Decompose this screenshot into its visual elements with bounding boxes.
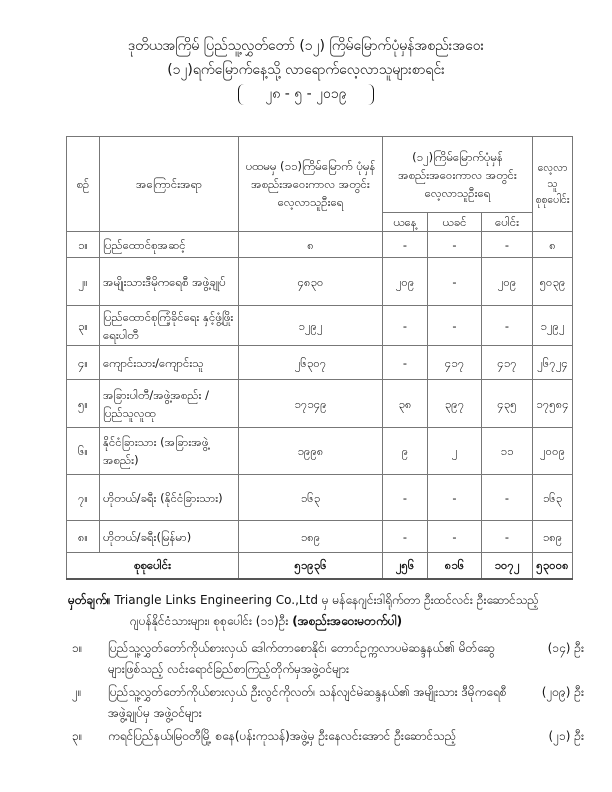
row-first-period: ၂၆၃၀၇ [239,346,383,380]
totals-first: ၅၁၉၃၆ [239,553,383,579]
row-yesterday: - [428,475,482,521]
note-item-count: (၂၁) ဦး [548,729,584,743]
row-today: - [383,232,428,258]
row-first-period: ၁၇၁၄၉ [239,380,383,428]
row-sum: ၂၀၉ [482,258,533,306]
row-no: ၂။ [67,258,100,306]
row-yesterday: - [428,521,482,553]
row-sum: - [482,475,533,521]
row-sum: ၁၁ [482,428,533,475]
note-item [68,638,588,680]
row-subject: ဟိုတယ်/ခရီး (နိုင်ငံခြားသား) [100,475,239,521]
row-first-period: ၈ [239,232,383,258]
row-sum: ၄၃၅ [482,380,533,428]
row-no: ၇။ [67,475,100,521]
row-no: ၃။ [67,306,100,346]
row-today: - [383,475,428,521]
header-first-period: ပထမမှ (၁၁)ကြိမ်မြောက် ပုံမှန်အစည်းအဝေးကာလ အတွင်းလေ့လာသူဦးရေ [239,137,383,232]
visitor-table [66,136,573,580]
row-first-period: ၁၈၉ [239,521,383,553]
row-total: ၅၀၃၉ [533,258,573,306]
totals-today: ၂၅၆ [383,553,428,579]
row-yesterday: ၄၁၇ [428,346,482,380]
date-text: ၂၈ - ၅ - ၂၀၁၉ [238,84,373,105]
row-total: ၁၇၅၈၄ [533,380,573,428]
doc-title-line1: ဒုတိယအကြိမ် ပြည်သူ့လွှတ်တော် (၁၂) ကြိမ်မြောက်ပုံမှန်အစည်းအဝေး [127,38,485,54]
header-no: စဉ် [67,137,100,232]
header-sum: ပေါင်း [482,213,533,232]
row-today: - [383,346,428,380]
row-yesterday: - [428,232,482,258]
row-yesterday: ၂ [428,428,482,475]
note-item [68,682,588,724]
row-subject: ပြည်ထောင်စုကြံ့ခိုင်ရေး နှင့်ဖွံ့ဖြိုးရေးပါတီ [100,306,239,346]
note-item-count: (၂၀၉) ဦး [541,685,584,699]
table-row [67,258,573,306]
totals-grand: ၅၃၀၀၈ [533,553,573,579]
table-row [67,475,573,521]
row-subject: အမျိုးသားဒီမိုကရေစီ အဖွဲ့ချုပ် [100,258,239,306]
row-today: - [383,306,428,346]
notes-section [68,590,588,747]
note-item-number: ၂။ [72,685,82,699]
totals-row [67,553,573,579]
row-no: ၄။ [67,346,100,380]
notes-label: မှတ်ချက်။ [68,593,111,607]
doc-title-line2: (၁၂)ရက်မြောက်နေ့သို့ လာရောက်လေ့လာသူများစာရင်း [167,62,445,78]
row-today: - [383,521,428,553]
table-row [67,232,573,258]
row-first-period: ၁၂၉၂ [239,306,383,346]
row-sum: - [482,232,533,258]
note-item [68,726,588,747]
doc-date [0,84,612,105]
row-first-period: ၄၈၃၀ [239,258,383,306]
note-item-text: ပြည်သူ့လွှတ်တော်ကိုယ်စားလှယ် ဦးလွင်ကိုလတ်၊ သန်လျင်မဲဆန္ဒနယ်၏ အမျိုးသား ဒီမိုကရေစီအဖွဲ့ချုပ်မှ အဖွဲ့ဝင်များ [108,685,507,720]
table-row [67,306,573,346]
row-total: ၁၈၉ [533,521,573,553]
row-first-period: ၁၆၃ [239,475,383,521]
row-total: ၈ [533,232,573,258]
row-total: ၁၂၉၂ [533,306,573,346]
notes-text2-bold: (အစည်းအဝေးမတက်ပါ) [292,614,403,628]
row-sum: - [482,521,533,553]
notes-text1: Triangle Links Engineering Co.,Ltd မှ မန်နေဂျင်းဒါရိုက်တာ ဦးထင်လင်း ဦးဆောင်သည့် [114,593,539,607]
row-no: ၈။ [67,521,100,553]
row-subject: နိုင်ငံခြားသား (အခြားအဖွဲ့အစည်း) [100,428,239,475]
header-current-period: (၁၂)ကြိမ်မြောက်ပုံမှန် အစည်းအဝေးကာလ အတွင်းလေ့လာသူဦးရေ [383,137,533,213]
row-first-period: ၁၉၉၈ [239,428,383,475]
header-yesterday: ယခင် [428,213,482,232]
row-sum: - [482,306,533,346]
row-today: ၂၀၉ [383,258,428,306]
row-total: ၂၆၇၂၄ [533,346,573,380]
note-item-number: ၁။ [72,641,83,655]
header-today: ယနေ့ [383,213,428,232]
totals-yesterday: ၈၁၆ [428,553,482,579]
row-subject: အခြားပါတီ/အဖွဲ့အစည်း / ပြည်သူလူထု [100,380,239,428]
table-row [67,380,573,428]
row-no: ၆။ [67,428,100,475]
row-total: ၂၀၀၉ [533,428,573,475]
row-no: ၁။ [67,232,100,258]
note-item-text: ပြည်သူ့လွှတ်တော်ကိုယ်စားလှယ် ဒေါက်တာစောနိုင်၊ တောင်ဥက္ကလာပမဲဆန္ဒနယ်၏ မိတ်ဆွေများဖြစ်သည့် လင်းရောင်ခြည်စာကြည့်တိုက်မှအဖွဲ့ဝင်များ [108,641,495,676]
row-total: ၁၆၃ [533,475,573,521]
row-yesterday: - [428,306,482,346]
row-no: ၅။ [67,380,100,428]
row-subject: ကျောင်းသား/ကျောင်းသူ [100,346,239,380]
notes-text2: ဂျပန်နိုင်ငံသားများ၊ စုစုပေါင်း (၁၁)ဦး [130,614,289,628]
row-yesterday: ၃၉၇ [428,380,482,428]
header-subject: အကြောင်းအရာ [100,137,239,232]
note-item-text: ကရင်ပြည်နယ်၊မြဝတီမြို့ စနေ(ပန်းကုသန်)အဖွဲ့မှ ဦးနေလင်းအောင် ဦးဆောင်သည့် [108,729,457,743]
row-sum: ၄၁၇ [482,346,533,380]
totals-label: စုစုပေါင်း [67,553,239,579]
row-yesterday: - [428,258,482,306]
totals-sum: ၁၀၇၂ [482,553,533,579]
row-today: ၉ [383,428,428,475]
row-today: ၃၈ [383,380,428,428]
row-subject: ဟိုတယ်/ခရီး(မြန်မာ) [100,521,239,553]
table-row [67,346,573,380]
note-item-count: (၁၄) ဦး [547,641,584,655]
row-subject: ပြည်ထောင်စုအဆင့် [100,232,239,258]
header-grand-total: လေ့လာ သူ စုစုပေါင်း [533,137,573,232]
table-row [67,428,573,475]
table-row [67,521,573,553]
note-item-number: ၃။ [72,729,83,743]
